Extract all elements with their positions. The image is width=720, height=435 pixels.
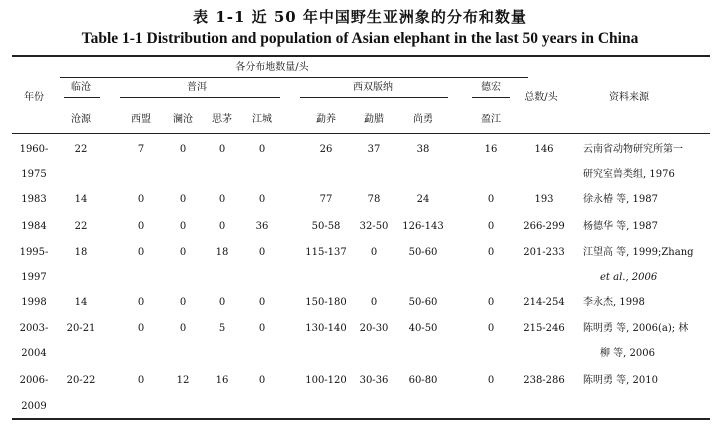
- row6-shangyong: 40-50: [408, 323, 438, 334]
- row6-total: 215-246: [523, 323, 565, 334]
- sub-yingjiang: 盈江: [481, 114, 501, 125]
- header-dehong: 德宏: [481, 82, 501, 93]
- row5-year: 1998: [21, 297, 47, 308]
- xishuangbanna-rule: [300, 97, 448, 98]
- header-total: 总数/头: [524, 92, 558, 103]
- row7-shangyong: 60-80: [408, 375, 438, 386]
- row6-lancang: 0: [179, 323, 187, 334]
- header-xishuangbanna: 西双版纳: [353, 82, 393, 93]
- row2-total: 193: [534, 194, 554, 205]
- row7-source: 陈明勇 等, 2010: [583, 375, 658, 386]
- row5-simao: 0: [218, 297, 226, 308]
- row6-mengla: 20-30: [359, 323, 389, 334]
- row7-jiangcheng: 0: [258, 375, 266, 386]
- row3-total: 266-299: [523, 221, 565, 232]
- row5-jiangcheng: 0: [258, 297, 266, 308]
- row5-mengla: 0: [370, 297, 378, 308]
- row3-lancang: 0: [179, 221, 187, 232]
- row6-jiangcheng: 0: [258, 323, 266, 334]
- row5-shangyong: 50-60: [408, 297, 438, 308]
- row3-ximeng: 0: [137, 221, 145, 232]
- row4-yingjiang: 0: [487, 247, 495, 258]
- row5-ximeng: 0: [137, 297, 145, 308]
- row7-cangyuan: 20-22: [66, 375, 96, 386]
- row1-source-a: 云南省动物研究所第一: [583, 144, 683, 155]
- sub-mengla: 勐腊: [364, 114, 384, 125]
- sub-cangyuan: 沧源: [71, 114, 91, 125]
- header-lincang: 临沧: [71, 82, 91, 93]
- row2-ximeng: 0: [137, 194, 145, 205]
- row7-total: 238-286: [523, 375, 565, 386]
- row3-yingjiang: 0: [487, 221, 495, 232]
- row1-jiangcheng: 0: [258, 144, 266, 155]
- sub-jiangcheng: 江城: [252, 114, 272, 125]
- row2-mengla: 78: [367, 194, 381, 205]
- row2-cangyuan: 14: [74, 194, 88, 205]
- sub-ximeng: 西盟: [131, 114, 151, 125]
- sub-shangyong: 尚勇: [413, 114, 433, 125]
- header-source: 资料来源: [609, 92, 649, 103]
- row3-jiangcheng: 36: [255, 221, 269, 232]
- row7-lancang: 12: [176, 375, 190, 386]
- row3-source: 杨德华 等, 1987: [583, 221, 658, 232]
- row3-year: 1984: [21, 221, 47, 232]
- row4-lancang: 0: [179, 247, 187, 258]
- row7-year-b: 2009: [21, 401, 47, 412]
- row2-simao: 0: [218, 194, 226, 205]
- header-distribution-group: 各分布地数量/头: [235, 62, 309, 73]
- row2-mengyang: 77: [319, 194, 333, 205]
- row6-mengyang: 130-140: [305, 323, 347, 334]
- row3-cangyuan: 22: [74, 221, 88, 232]
- row6-ximeng: 0: [137, 323, 145, 334]
- bottom-rule: [12, 418, 710, 420]
- row4-shangyong: 50-60: [408, 247, 438, 258]
- row7-simao: 16: [215, 375, 229, 386]
- row4-mengla: 0: [370, 247, 378, 258]
- row3-mengla: 32-50: [359, 221, 389, 232]
- row5-cangyuan: 14: [74, 297, 88, 308]
- row2-jiangcheng: 0: [258, 194, 266, 205]
- header-puer: 普洱: [187, 82, 207, 93]
- row1-yingjiang: 16: [484, 144, 498, 155]
- sub-mengyang: 勐养: [316, 114, 336, 125]
- row4-cangyuan: 18: [74, 247, 88, 258]
- row5-yingjiang: 0: [487, 297, 495, 308]
- puer-rule: [120, 97, 280, 98]
- row1-lancang: 0: [179, 144, 187, 155]
- row5-total: 214-254: [523, 297, 565, 308]
- dehong-rule: [472, 97, 510, 98]
- row1-total: 146: [534, 144, 554, 155]
- row4-source-b: et al., 2006: [600, 272, 658, 283]
- row6-source-b: 柳 等, 2006: [600, 348, 655, 359]
- sub-lancang: 澜沧: [173, 114, 193, 125]
- row1-year-a: 1960-: [19, 144, 49, 155]
- row1-year-b: 1975: [21, 169, 47, 180]
- row4-mengyang: 115-137: [305, 247, 347, 258]
- row4-simao: 18: [215, 247, 229, 258]
- row7-mengyang: 100-120: [305, 375, 347, 386]
- row3-shangyong: 126-143: [402, 221, 444, 232]
- row6-yingjiang: 0: [487, 323, 495, 334]
- row4-jiangcheng: 0: [258, 247, 266, 258]
- row3-simao: 0: [218, 221, 226, 232]
- row1-shangyong: 38: [416, 144, 430, 155]
- table-title-chinese: 表 1-1 近 50 年中国野生亚洲象的分布和数量: [193, 8, 527, 26]
- row1-ximeng: 7: [137, 144, 145, 155]
- top-rule: [12, 55, 710, 57]
- row2-lancang: 0: [179, 194, 187, 205]
- row1-mengla: 37: [367, 144, 381, 155]
- row1-source-b: 研究室兽类组, 1976: [583, 169, 675, 180]
- row7-yingjiang: 0: [487, 375, 495, 386]
- header-year: 年份: [24, 92, 44, 103]
- row4-ximeng: 0: [137, 247, 145, 258]
- row4-year-a: 1995-: [19, 247, 49, 258]
- row6-year-a: 2003-: [19, 323, 49, 334]
- row1-mengyang: 26: [319, 144, 333, 155]
- row7-mengla: 30-36: [359, 375, 389, 386]
- row2-yingjiang: 0: [487, 194, 495, 205]
- row1-cangyuan: 22: [74, 144, 88, 155]
- row4-year-b: 1997: [21, 272, 47, 283]
- row7-ximeng: 0: [137, 375, 145, 386]
- row2-year: 1983: [21, 194, 47, 205]
- sub-simao: 思茅: [212, 114, 232, 125]
- header-bottom-rule: [12, 133, 710, 134]
- lincang-rule: [64, 97, 100, 98]
- row6-cangyuan: 20-21: [66, 323, 96, 334]
- row5-mengyang: 150-180: [305, 297, 347, 308]
- row2-shangyong: 24: [416, 194, 430, 205]
- row7-year-a: 2006-: [19, 375, 49, 386]
- row5-source: 李永杰, 1998: [583, 297, 645, 308]
- row3-mengyang: 50-58: [311, 221, 341, 232]
- header-group-rule: [60, 77, 528, 78]
- table-title-english: Table 1-1 Distribution and population of Asian elephant in the last 50 years in China: [81, 30, 639, 47]
- row5-lancang: 0: [179, 297, 187, 308]
- row2-source: 徐永椿 等, 1987: [583, 194, 658, 205]
- row4-total: 201-233: [523, 247, 565, 258]
- row6-simao: 5: [218, 323, 226, 334]
- row4-source-a: 江望高 等, 1999;Zhang: [583, 247, 694, 258]
- row6-year-b: 2004: [21, 348, 47, 359]
- row6-source-a: 陈明勇 等, 2006(a); 林: [583, 323, 689, 334]
- row1-simao: 0: [218, 144, 226, 155]
